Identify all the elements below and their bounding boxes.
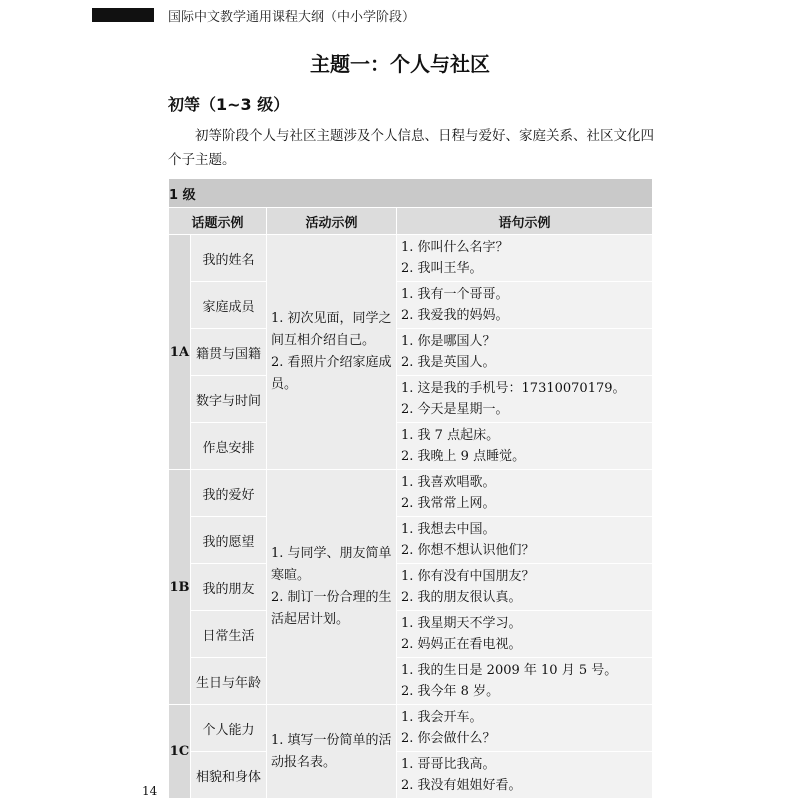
- table-row: [169, 658, 653, 705]
- band-row: [169, 179, 653, 208]
- topic-cell: 生日与年龄: [191, 658, 267, 705]
- table-body: [169, 179, 653, 799]
- page-title: 主题一：个人与社区: [310, 52, 490, 76]
- sentence-line: 1. 我的生日是 2009 年 10 月 5 号。: [401, 663, 618, 678]
- table-row: [169, 564, 653, 611]
- topic-cell: 我的朋友: [191, 564, 267, 611]
- table-row: [169, 517, 653, 564]
- activity-cell: [267, 470, 397, 705]
- intro-paragraph: [168, 124, 656, 172]
- sentence-cell: [397, 611, 653, 658]
- topic-cell: 日常生活: [191, 611, 267, 658]
- topic-cell: 作息安排: [191, 423, 267, 470]
- topic-cell: 我的愿望: [191, 517, 267, 564]
- sentence-cell: [397, 423, 653, 470]
- topic-cell: 家庭成员: [191, 282, 267, 329]
- column-header-activity: 活动示例: [267, 208, 397, 235]
- table-row: [169, 752, 653, 799]
- unit-label: 1A: [169, 235, 191, 470]
- activity-cell: [267, 235, 397, 470]
- page-number: 14: [142, 784, 158, 798]
- sentence-line: 2. 我的朋友很认真。: [401, 590, 522, 605]
- activity-item: 1. 填写一份简单的活动报名表。: [271, 732, 392, 770]
- activity-item: 2. 制订一份合理的生活起居计划。: [271, 590, 392, 627]
- sentence-line: 2. 我没有姐姐好看。: [401, 778, 522, 793]
- table-row: [169, 705, 653, 752]
- table-row: [169, 423, 653, 470]
- topic-cell: 我的爱好: [191, 470, 267, 517]
- topic-cell: 我的姓名: [191, 235, 267, 282]
- table-row: [169, 376, 653, 423]
- sentence-line: 2. 我常常上网。: [401, 496, 496, 511]
- sentence-line: 1. 你是哪国人？: [401, 334, 496, 349]
- sentence-cell: [397, 705, 653, 752]
- sentence-cell: [397, 376, 653, 423]
- sentence-cell: [397, 517, 653, 564]
- column-header-sentences: 语句示例: [397, 208, 653, 235]
- sentence-line: 2. 妈妈正在看电视。: [401, 637, 522, 652]
- sentence-line: 1. 我有一个哥哥。: [401, 287, 509, 302]
- sentence-cell: [397, 282, 653, 329]
- column-header-row: [169, 208, 653, 235]
- table-row: [169, 282, 653, 329]
- header-bar: [92, 8, 154, 22]
- sentence-line: 2. 你想不想认识他们？: [401, 543, 535, 558]
- sentence-line: 2. 我晚上 9 点睡觉。: [401, 449, 526, 464]
- topic-cell: 数字与时间: [191, 376, 267, 423]
- sentence-line: 2. 我叫王华。: [401, 261, 483, 276]
- activity-cell: [267, 705, 397, 799]
- running-header: 国际中文教学通用课程大纲（中小学阶段）: [168, 10, 416, 25]
- sentence-line: 2. 你会做什么？: [401, 731, 496, 746]
- table-row: [169, 611, 653, 658]
- syllabus-table: [168, 178, 653, 799]
- topic-cell: 相貌和身体: [191, 752, 267, 799]
- sentence-cell: [397, 470, 653, 517]
- table-row: [169, 235, 653, 282]
- sentence-line: 1. 哥哥比我高。: [401, 757, 496, 772]
- sentence-cell: [397, 564, 653, 611]
- unit-label: 1C: [169, 705, 191, 799]
- sentence-line: 2. 我是英国人。: [401, 355, 496, 370]
- unit-label: 1B: [169, 470, 191, 705]
- sentence-line: 2. 我今年 8 岁。: [401, 684, 500, 699]
- table-row: [169, 470, 653, 517]
- sentence-cell: [397, 658, 653, 705]
- topic-cell: 籍贯与国籍: [191, 329, 267, 376]
- sentence-line: 1. 你有没有中国朋友？: [401, 569, 535, 584]
- intro-text: 初等阶段个人与社区主题涉及个人信息、日程与爱好、家庭关系、社区文化四个子主题。: [168, 128, 654, 168]
- sentence-line: 1. 我想去中国。: [401, 522, 496, 537]
- sentence-line: 1. 我星期天不学习。: [401, 616, 522, 631]
- sentence-line: 1. 我会开车。: [401, 710, 483, 725]
- sentence-line: 2. 我爱我的妈妈。: [401, 308, 509, 323]
- sentence-line: 1. 我喜欢唱歌。: [401, 475, 496, 490]
- activity-item: 1. 初次见面，同学之间互相介绍自己。: [271, 311, 392, 348]
- band-label: 1 级: [169, 179, 653, 208]
- sentence-cell: [397, 329, 653, 376]
- sentence-line: 1. 你叫什么名字？: [401, 240, 509, 255]
- sentence-cell: [397, 752, 653, 799]
- activity-item: 1. 与同学、朋友简单寒暄。: [271, 546, 392, 583]
- column-header-topic: 话题示例: [169, 208, 267, 235]
- table-row: [169, 329, 653, 376]
- sentence-line: 2. 今天是星期一。: [401, 402, 509, 417]
- sentence-cell: [397, 235, 653, 282]
- level-heading: 初等（1~3 级）: [168, 95, 290, 114]
- sentence-line: 1. 我 7 点起床。: [401, 428, 500, 443]
- topic-cell: 个人能力: [191, 705, 267, 752]
- sentence-line: 1. 这是我的手机号：17310070179。: [401, 381, 626, 396]
- activity-item: 2. 看照片介绍家庭成员。: [271, 355, 392, 392]
